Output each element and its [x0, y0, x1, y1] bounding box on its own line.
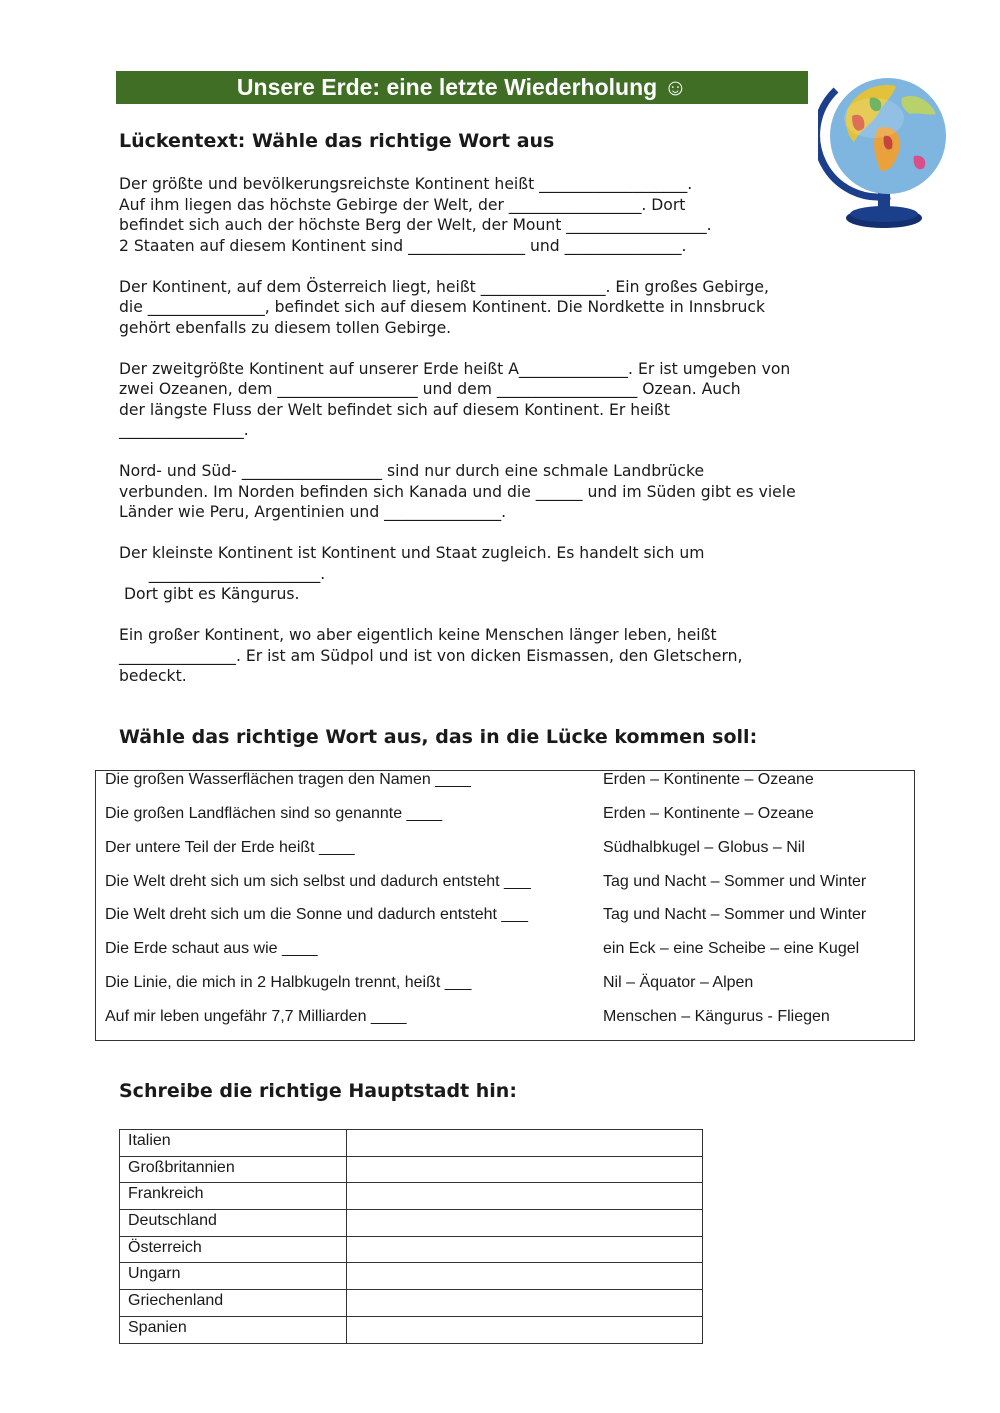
choice-options: Menschen – Kängurus - Fliegen [603, 1008, 830, 1025]
cloze-line: _______________. Er ist am Südpol und ist von dicken Eismassen, den Gletschern, [119, 646, 743, 665]
cloze-line: bedeckt. [119, 667, 187, 685]
table-row [120, 1183, 703, 1210]
cloze-line: Nord- und Süd- __________________ sind nur durch eine schmale Landbrücke [119, 462, 705, 480]
country-cell: Großbritannien [120, 1156, 347, 1183]
capital-answer-cell[interactable] [347, 1210, 703, 1237]
country-cell: Griechenland [120, 1290, 347, 1317]
choice-options: Tag und Nacht – Sommer und Winter [603, 906, 867, 923]
capital-answer-cell[interactable] [347, 1236, 703, 1263]
country-cell: Deutschland [120, 1210, 347, 1237]
choice-options: Südhalbkugel – Globus – Nil [603, 839, 805, 856]
table-row [96, 974, 914, 1008]
choice-question: Die Erde schaut aus wie ____ [105, 940, 318, 957]
table-row [120, 1236, 703, 1263]
table-row [120, 1316, 703, 1343]
capital-answer-cell[interactable] [347, 1290, 703, 1317]
capital-heading: Schreibe die richtige Hauptstadt hin: [119, 1080, 517, 1102]
worksheet-title: Unsere Erde: eine letzte Wiederholung ☺ [116, 71, 808, 104]
choice-heading: Wähle das richtige Wort aus, das in die Lücke kommen soll: [119, 726, 758, 748]
cloze-line: verbunden. Im Norden befinden sich Kanada und die ______ und im Süden gibt es viele [119, 482, 796, 501]
cloze-heading: Lückentext: Wähle das richtige Wort aus [119, 130, 555, 152]
cloze-line: die _______________, befindet sich auf diesem Kontinent. Die Nordkette in Innsbruck [119, 298, 765, 316]
country-cell: Spanien [120, 1316, 347, 1343]
table-row [120, 1263, 703, 1290]
table-row [96, 839, 914, 873]
table-row [96, 805, 914, 839]
cloze-line: Dort gibt es Kängurus. [119, 585, 300, 603]
cloze-line: Ein großer Kontinent, wo aber eigentlich keine Menschen länger leben, heißt [119, 626, 717, 644]
capital-answer-cell[interactable] [347, 1156, 703, 1183]
cloze-line: 2 Staaten auf diesem Kontinent sind _______________ und _______________. [119, 236, 687, 255]
capital-answer-cell[interactable] [347, 1130, 703, 1157]
table-row [96, 771, 914, 805]
cloze-line: ______________________. [119, 564, 326, 583]
cloze-line: ________________. [119, 421, 249, 439]
table-row [96, 1008, 914, 1042]
cloze-line: Der größte und bevölkerungsreichste Kontinent heißt ___________________. [119, 175, 693, 193]
cloze-line: Länder wie Peru, Argentinien und _______________. [119, 503, 507, 521]
cloze-line: gehört ebenfalls zu diesem tollen Gebirge. [119, 318, 452, 337]
cloze-paragraph-europe [119, 277, 899, 339]
cloze-line: befindet sich auch der höchste Berg der Welt, der Mount __________________. [119, 216, 712, 234]
cloze-line: Auf ihm liegen das höchste Gebirge der Welt, der _________________. Dort [119, 195, 686, 214]
choice-options: ein Eck – eine Scheibe – eine Kugel [603, 940, 860, 957]
table-row [120, 1210, 703, 1237]
choice-options: Tag und Nacht – Sommer und Winter [603, 873, 867, 890]
choice-question: Der untere Teil der Erde heißt ____ [105, 839, 355, 856]
capital-answer-cell[interactable] [347, 1183, 703, 1210]
choice-question: Die Welt dreht sich um die Sonne und dadurch entsteht ___ [105, 906, 529, 923]
table-row [120, 1290, 703, 1317]
country-cell: Frankreich [120, 1183, 347, 1210]
cloze-line: Der zweitgrößte Kontinent auf unserer Erde heißt A______________. Er ist umgeben von [119, 359, 791, 378]
cloze-paragraph-america [119, 461, 899, 523]
capital-table [119, 1129, 703, 1344]
table-row [96, 906, 914, 940]
capital-answer-cell[interactable] [347, 1263, 703, 1290]
cloze-text [119, 174, 899, 707]
cloze-line: Der kleinste Kontinent ist Kontinent und Staat zugleich. Es handelt sich um [119, 544, 705, 562]
choice-question: Die großen Wasserflächen tragen den Namen ____ [105, 771, 471, 788]
cloze-paragraph-antarctica [119, 625, 899, 687]
choice-options: Erden – Kontinente – Ozeane [603, 771, 814, 788]
choice-table [95, 770, 915, 1041]
table-row [120, 1156, 703, 1183]
table-row [96, 940, 914, 974]
cloze-line: Der Kontinent, auf dem Österreich liegt, heißt ________________. Ein großes Gebirge, [119, 277, 769, 296]
cloze-paragraph-africa [119, 359, 899, 441]
choice-question: Die Linie, die mich in 2 Halbkugeln trennt, heißt ___ [105, 974, 472, 991]
cloze-line: zwei Ozeanen, dem __________________ und dem __________________ Ozean. Auch [119, 380, 741, 398]
choice-question: Auf mir leben ungefähr 7,7 Milliarden ____ [105, 1008, 407, 1025]
capital-answer-cell[interactable] [347, 1316, 703, 1343]
choice-options: Nil – Äquator – Alpen [603, 974, 754, 991]
table-row [120, 1130, 703, 1157]
country-cell: Italien [120, 1130, 347, 1157]
country-cell: Österreich [120, 1236, 347, 1263]
cloze-line: der längste Fluss der Welt befindet sich auf diesem Kontinent. Er heißt [119, 400, 670, 419]
choice-options: Erden – Kontinente – Ozeane [603, 805, 814, 822]
choice-question: Die Welt dreht sich um sich selbst und dadurch entsteht ___ [105, 873, 531, 890]
table-row [96, 873, 914, 907]
cloze-paragraph-australia [119, 543, 899, 605]
cloze-paragraph-asia [119, 174, 899, 256]
country-cell: Ungarn [120, 1263, 347, 1290]
choice-question: Die großen Landflächen sind so genannte ____ [105, 805, 443, 822]
